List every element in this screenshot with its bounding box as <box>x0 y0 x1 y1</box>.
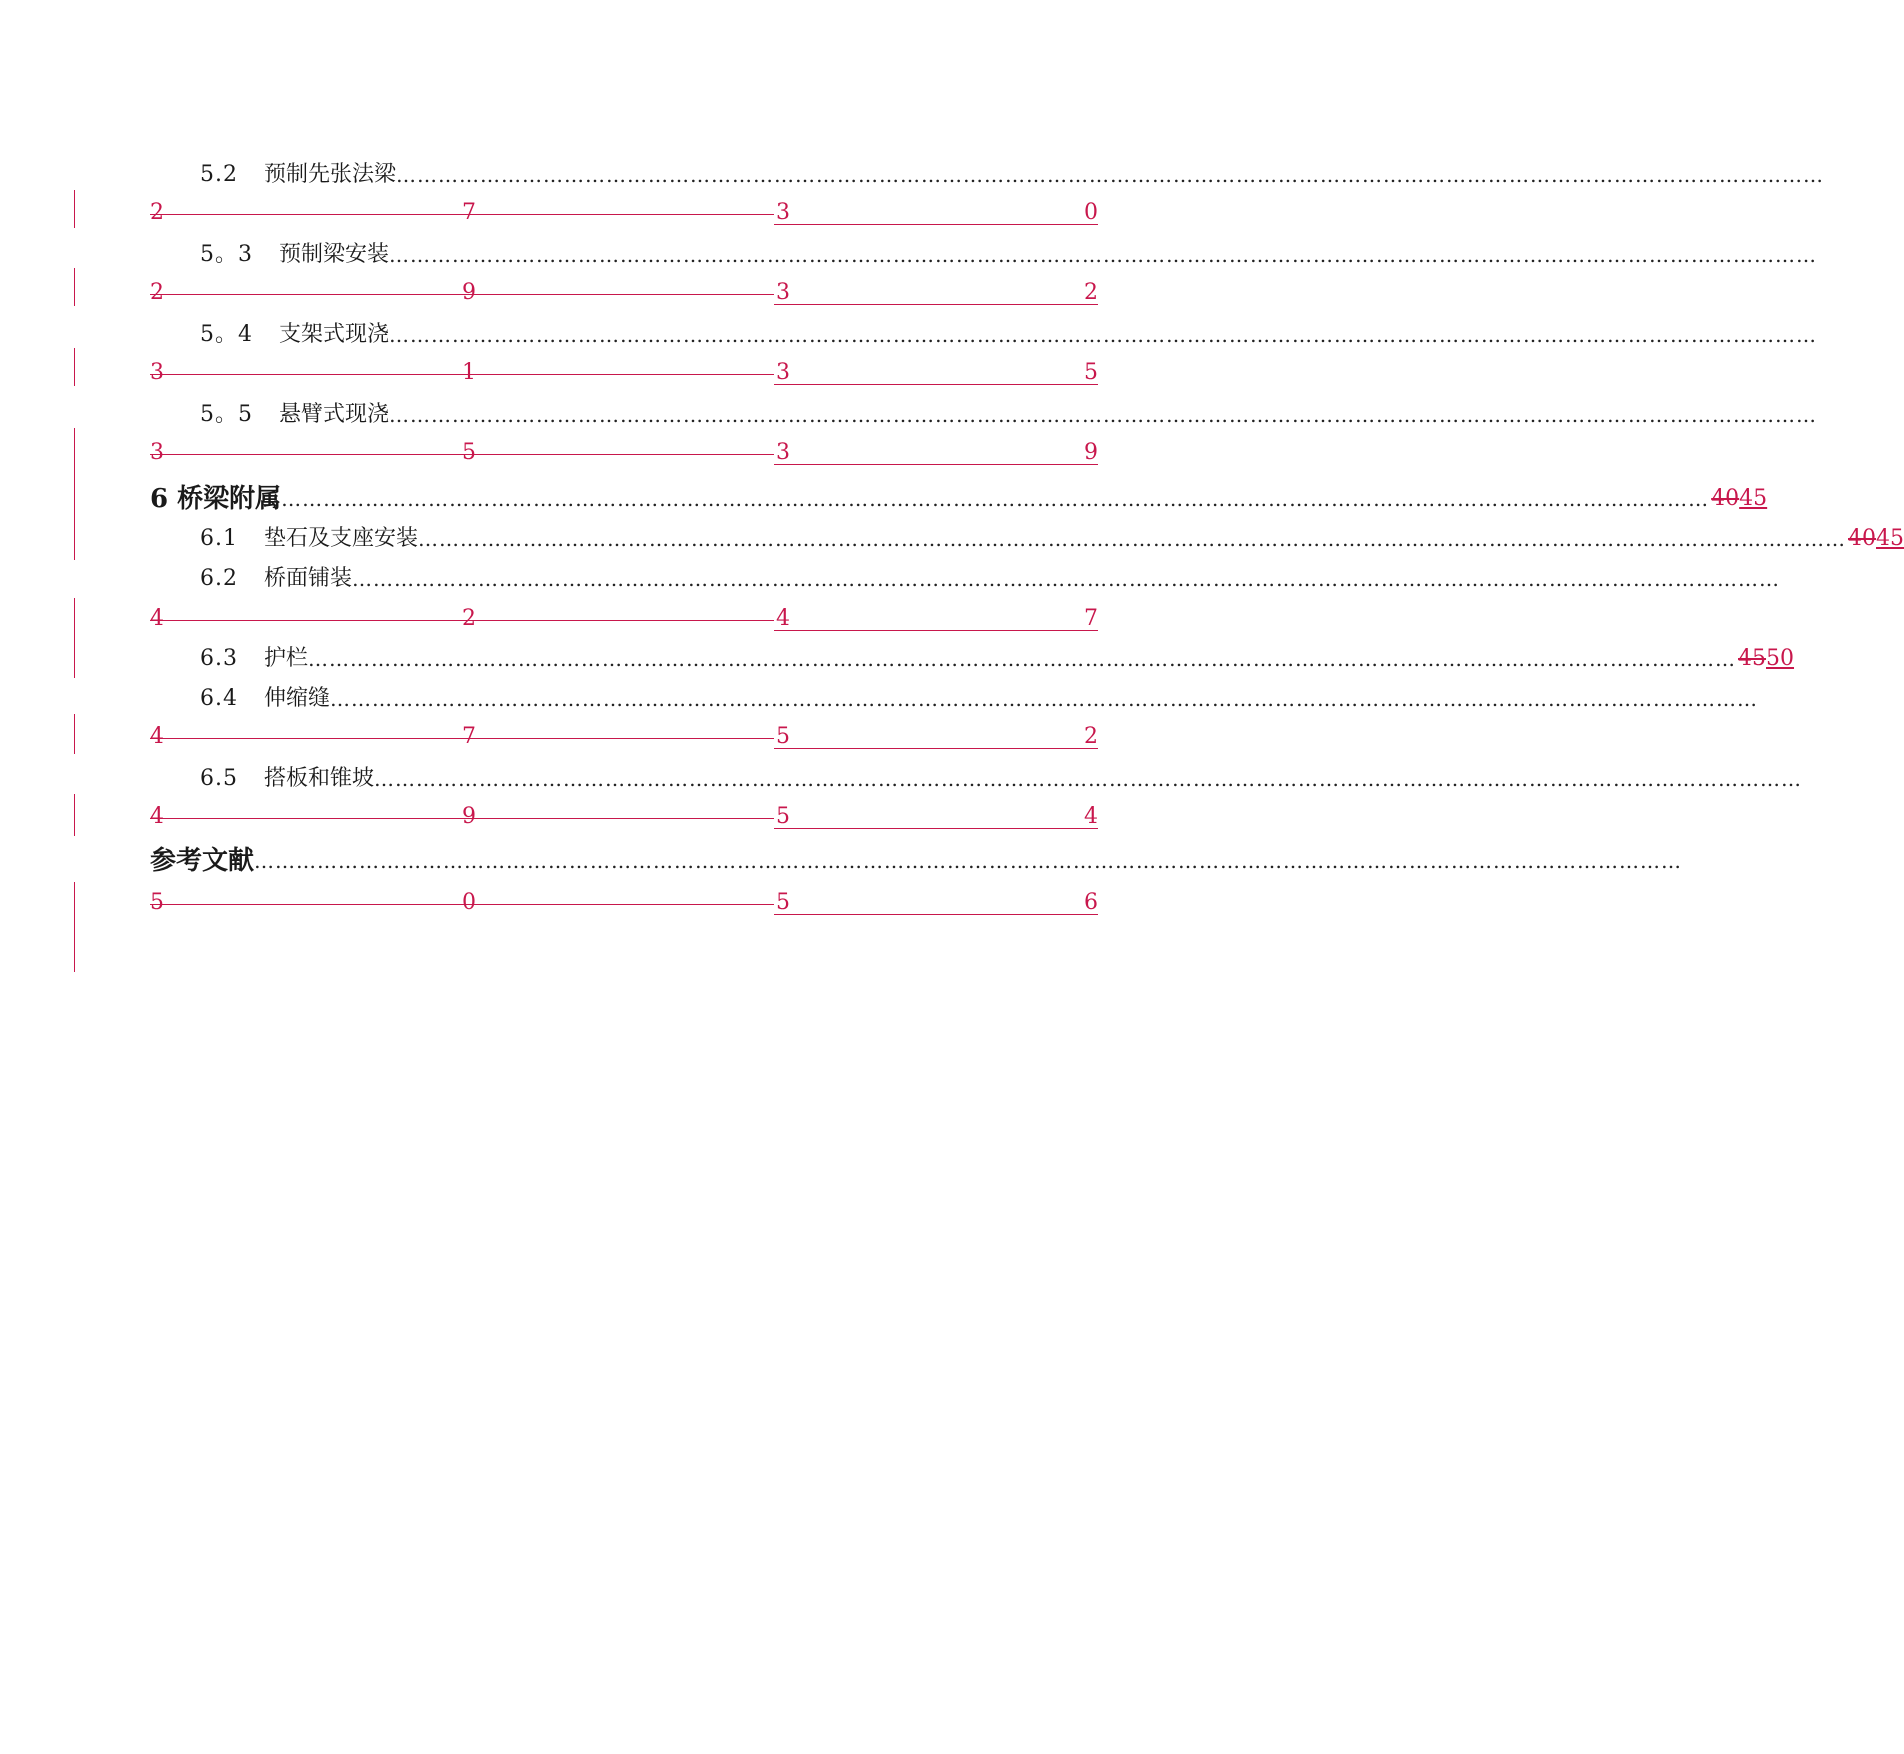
change-bar <box>74 714 75 754</box>
deleted-page-digit: 5 <box>462 440 476 465</box>
toc-entry-number: 5。5 <box>200 402 253 427</box>
deleted-page-number: 40 <box>1711 486 1740 511</box>
dot-leader: …………………………………………………………………………………………………………………………………………………………………………………… <box>389 243 1818 267</box>
inserted-page-digit: 3 <box>776 200 790 225</box>
toc-entry-6-2[interactable] <box>150 560 1781 594</box>
toc-chapter-title: 参考文献 <box>150 846 255 876</box>
change-bar <box>74 428 75 560</box>
change-bar <box>74 268 75 306</box>
toc-entry-number: 6.4 <box>200 686 238 711</box>
deleted-page-number: 40 <box>1848 526 1877 551</box>
toc-page-revision <box>150 722 1098 752</box>
deleted-page-digit: 2 <box>150 280 164 305</box>
inserted-page-digit: 7 <box>1084 606 1098 631</box>
toc-entry-number: 6.5 <box>200 766 238 791</box>
inserted-page-digit: 3 <box>776 440 790 465</box>
toc-entry-5-5[interactable] <box>150 396 1818 430</box>
deleted-page-number: 45 <box>1738 646 1767 671</box>
toc-entry-title: 悬臂式现浇 <box>279 402 390 427</box>
inserted-page-digit: 9 <box>1084 440 1098 465</box>
dot-leader: …………………………………………………………………………………………………………………………………………………………………………………… <box>281 487 1710 511</box>
inserted-page-digit: 3 <box>776 360 790 385</box>
inserted-page-number: 45 <box>1739 486 1768 511</box>
inserted-page-digit: 2 <box>1084 280 1098 305</box>
deleted-page-digit: 3 <box>150 360 164 385</box>
toc-entry-5-2[interactable] <box>150 156 1825 190</box>
toc-entry-5-3[interactable] <box>150 236 1818 270</box>
toc-entry-title: 预制先张法梁 <box>264 162 397 187</box>
inserted-page-number: 50 <box>1766 646 1795 671</box>
change-bar <box>74 794 75 836</box>
dot-leader: …………………………………………………………………………………………………………………………………………………………………………………… <box>254 849 1683 873</box>
deleted-page-digit: 4 <box>150 804 164 829</box>
change-bar <box>74 348 75 386</box>
deleted-page-digit: 3 <box>150 440 164 465</box>
toc-page-revision <box>150 358 1098 388</box>
deleted-page-digit: 4 <box>150 724 164 749</box>
toc-entry-number: 6.2 <box>200 566 238 591</box>
change-bar <box>74 598 75 678</box>
dot-leader: …………………………………………………………………………………………………………………………………………………………………………………… <box>396 163 1825 187</box>
toc-entry-6-3[interactable] <box>150 640 1795 674</box>
deleted-page-digit: 4 <box>150 606 164 631</box>
toc-references[interactable] <box>150 842 1683 876</box>
toc-entry-title: 桥面铺装 <box>264 566 353 591</box>
toc-entry-title: 预制梁安装 <box>279 242 390 267</box>
toc-page-number <box>1736 644 1794 674</box>
toc-chapter-6[interactable] <box>150 480 1768 514</box>
toc-entry-title: 支架式现浇 <box>279 322 390 347</box>
toc-entry-number: 5.2 <box>200 162 238 187</box>
toc-page-revision <box>150 888 1098 918</box>
toc-entry-title: 伸缩缝 <box>264 686 331 711</box>
toc-page-revision <box>150 438 1098 468</box>
deleted-page-digit: 5 <box>150 890 164 915</box>
inserted-page-digit: 6 <box>1084 890 1098 915</box>
toc-page-revision <box>150 198 1098 228</box>
dot-leader: …………………………………………………………………………………………………………………………………………………………………………………… <box>418 527 1847 551</box>
dot-leader: …………………………………………………………………………………………………………………………………………………………………………………… <box>330 687 1759 711</box>
toc-entry-title: 垫石及支座安装 <box>264 526 419 551</box>
toc-entry-number: 5。3 <box>200 242 253 267</box>
toc-page-revision <box>150 802 1098 832</box>
deleted-page-digit: 2 <box>462 606 476 631</box>
inserted-page-digit: 0 <box>1084 200 1098 225</box>
dot-leader: …………………………………………………………………………………………………………………………………………………………………………………… <box>389 403 1818 427</box>
deleted-page-digit: 9 <box>462 280 476 305</box>
toc-entry-title: 护栏 <box>264 646 309 671</box>
dot-leader: …………………………………………………………………………………………………………………………………………………………………………………… <box>389 323 1818 347</box>
deleted-page-digit: 2 <box>150 200 164 225</box>
inserted-page-digit: 2 <box>1084 724 1098 749</box>
inserted-page-digit: 4 <box>776 606 790 631</box>
dot-leader: …………………………………………………………………………………………………………………………………………………………………………………… <box>374 767 1803 791</box>
toc-page-revision <box>150 604 1098 634</box>
inserted-page-number: 45 <box>1876 526 1904 551</box>
dot-leader: …………………………………………………………………………………………………………………………………………………………………………………… <box>352 567 1781 591</box>
toc-page-number <box>1846 524 1904 554</box>
deleted-page-digit: 7 <box>462 724 476 749</box>
deleted-page-digit: 9 <box>462 804 476 829</box>
inserted-page-digit: 5 <box>776 804 790 829</box>
inserted-page-digit: 3 <box>776 280 790 305</box>
dot-leader: …………………………………………………………………………………………………………………………………………………………………………………… <box>308 647 1737 671</box>
toc-entry-6-5[interactable] <box>150 760 1803 794</box>
toc-page-revision <box>150 278 1098 308</box>
toc-entry-title: 搭板和锥坡 <box>264 766 375 791</box>
inserted-page-digit: 4 <box>1084 804 1098 829</box>
toc-entry-number: 5。4 <box>200 322 253 347</box>
toc-entry-6-4[interactable] <box>150 680 1759 714</box>
toc-entry-number: 6.1 <box>200 526 238 551</box>
inserted-page-digit: 5 <box>776 890 790 915</box>
toc-entry-6-1[interactable] <box>150 520 1904 554</box>
deleted-page-digit: 1 <box>462 360 476 385</box>
toc-entry-number: 6.3 <box>200 646 238 671</box>
change-bar <box>74 882 75 972</box>
deleted-page-digit: 7 <box>462 200 476 225</box>
inserted-page-digit: 5 <box>776 724 790 749</box>
inserted-page-digit: 5 <box>1084 360 1098 385</box>
toc-chapter-title: 6 桥梁附属 <box>150 484 282 514</box>
change-bar <box>74 190 75 228</box>
deleted-page-digit: 0 <box>462 890 476 915</box>
toc-entry-5-4[interactable] <box>150 316 1818 350</box>
toc-page-number <box>1709 484 1767 514</box>
